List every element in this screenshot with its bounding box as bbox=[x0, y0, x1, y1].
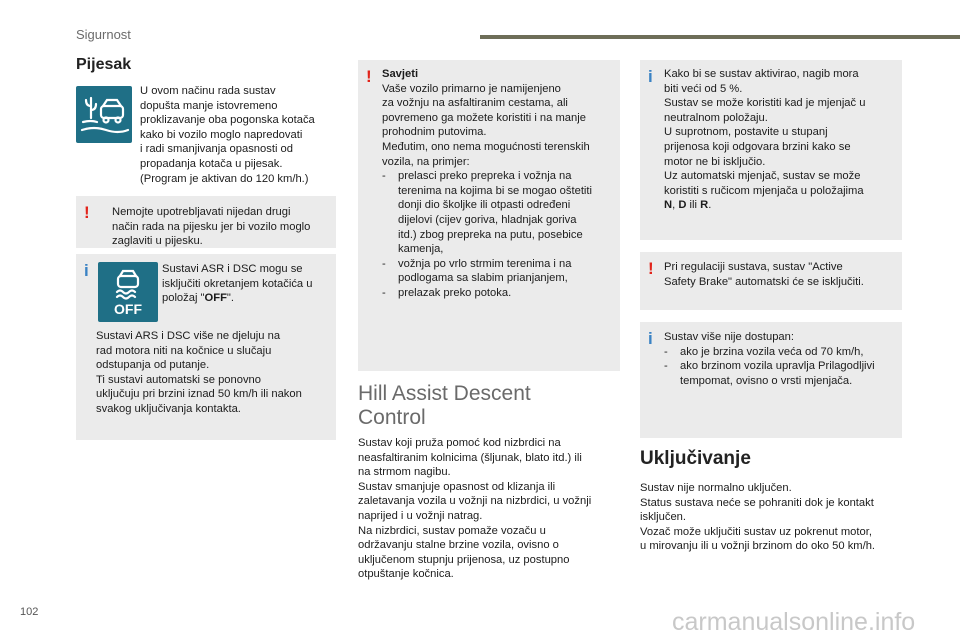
activation-info-box bbox=[640, 60, 902, 240]
gear-n: N bbox=[664, 199, 673, 212]
hadc-title: Hill Assist Descent Control bbox=[358, 382, 531, 429]
tips-box bbox=[358, 60, 620, 371]
list-item: - ako je brzina vozila veća od 70 km/h, bbox=[664, 345, 864, 358]
gear-r: R bbox=[700, 199, 709, 212]
page-number: 102 bbox=[20, 606, 39, 618]
sand-mode-icon bbox=[76, 86, 132, 143]
asr-dsc-text-a: Sustavi ASR i DSC mogu se isključiti okretanjem kotačića u položaj " bbox=[162, 263, 313, 305]
warning-icon: ! bbox=[84, 203, 90, 222]
warning-icon: ! bbox=[366, 67, 372, 86]
list-item: - ako brzinom vozila upravlja Prilagodljivi tempomat, ovisno o vrsti mjenjača. bbox=[664, 360, 875, 387]
asb-warning-text: Pri regulaciji sustava, sustav "Active Safety Brake" automatski će se isključiti. bbox=[664, 261, 864, 288]
sand-warning-box bbox=[76, 196, 336, 248]
ars-dsc-text: Sustavi ARS i DSC više ne djeluju na rad motora niti na kočnice u slučaju odstupanja od putanje. Ti sustavi automatski se ponovno uključuju pri brzini iznad 50 km/h ili nakon svakog uključivanja kontakta. bbox=[96, 330, 302, 415]
sand-title: Pijesak bbox=[76, 56, 132, 73]
section-title: Sigurnost bbox=[76, 27, 131, 42]
tips-title: Savjeti bbox=[382, 68, 419, 80]
sand-warning-text: Nemojte upotrebljavati nijedan drugi način rada na pijesku jer bi vozilo moglo zaglaviti u pijesku. bbox=[112, 206, 311, 248]
unavailable-intro: Sustav više nije dostupan: bbox=[664, 331, 794, 343]
info-icon: i bbox=[84, 261, 89, 280]
list-item: - prelasci preko prepreka i vožnja na terenima na kojima bi se mogao oštetiti donji dio školjke ili otpasti određeni dijelovi (cijev goriva, hladnjak goriva itd.) zbog prepreka na putu, posebice kamenja, bbox=[382, 170, 593, 256]
activation-title: Uključivanje bbox=[640, 448, 751, 469]
list-item: - vožnja po vrlo strmim terenima i na podlogama sa slabim prianjanjem, bbox=[382, 257, 572, 285]
activation-text: Kako bi se sustav aktivirao, nagib mora biti veći od 5 %. Sustav se može koristiti kad je mjenjač u neutralnom položaju. U suprotnom, postavite u stupanj prijenosa koji odgovara brzini kako se motor ne bi isključio. Uz automatski mjenjač, sustav se može koristiti s ručicom mjenjača u položajima N, D ili R. bbox=[664, 68, 866, 212]
list-item: - prelazak preko potoka. bbox=[382, 286, 512, 299]
unavailable-info-box bbox=[640, 322, 902, 438]
info-icon: i bbox=[648, 67, 653, 86]
info-icon: i bbox=[648, 329, 653, 348]
header-bar bbox=[480, 35, 960, 39]
tips-text: Vaše vozilo primarno je namijenjeno za vožnju na asfaltiranim cestama, ali povremeno ga možete koristiti i na manje prohodnim putovima. Međutim, ono nema mogućnosti terenskih vozila, na primjer: bbox=[382, 82, 590, 168]
sand-intro: U ovom načinu rada sustav dopušta manje istovremeno proklizavanje oba pogonska kotača kako bi vozilo moglo napredovati i radi smanjivanja opasnosti od propadanja kotača u pijesak. (Program je aktivan do 120 km/h.) bbox=[140, 85, 315, 185]
gear-d: D bbox=[678, 199, 687, 212]
warning-icon: ! bbox=[648, 259, 654, 278]
hadc-text: Sustav koji pruža pomoć kod nizbrdici na neasfaltiranim kolnicima (šljunak, blato itd.) ili na strmom nagibu. Sustav smanjuje opasnost od klizanja ili zaletavanja vozila u vožnji na nizbrdici, u vožnji naprijed i u vožnji natrag. Na nizbrdici, sustav pomaže vozaču u održavanju stalne brzine vozila, ovisno o uključenom stupnju prijenosa, uz postupno otpuštanje kočnica. bbox=[358, 437, 592, 581]
dsc-off-icon bbox=[98, 262, 158, 322]
off-icon-label: OFF bbox=[114, 301, 142, 317]
asr-dsc-off-bold: OFF bbox=[204, 292, 227, 305]
asr-dsc-text-end: ". bbox=[226, 292, 235, 305]
asr-dsc-text bbox=[162, 262, 334, 306]
asb-warning-box bbox=[640, 252, 902, 310]
activation-body: Sustav nije normalno uključen. Status sustava neće se pohraniti dok je kontakt isključen. Vozač može uključiti sustav uz pokrenut motor, u mirovanju ili u vožnji brzinom do oko 50 km/h. bbox=[640, 482, 876, 553]
sand-info-box bbox=[76, 254, 336, 440]
watermark: carmanualsonline.info bbox=[672, 608, 916, 636]
